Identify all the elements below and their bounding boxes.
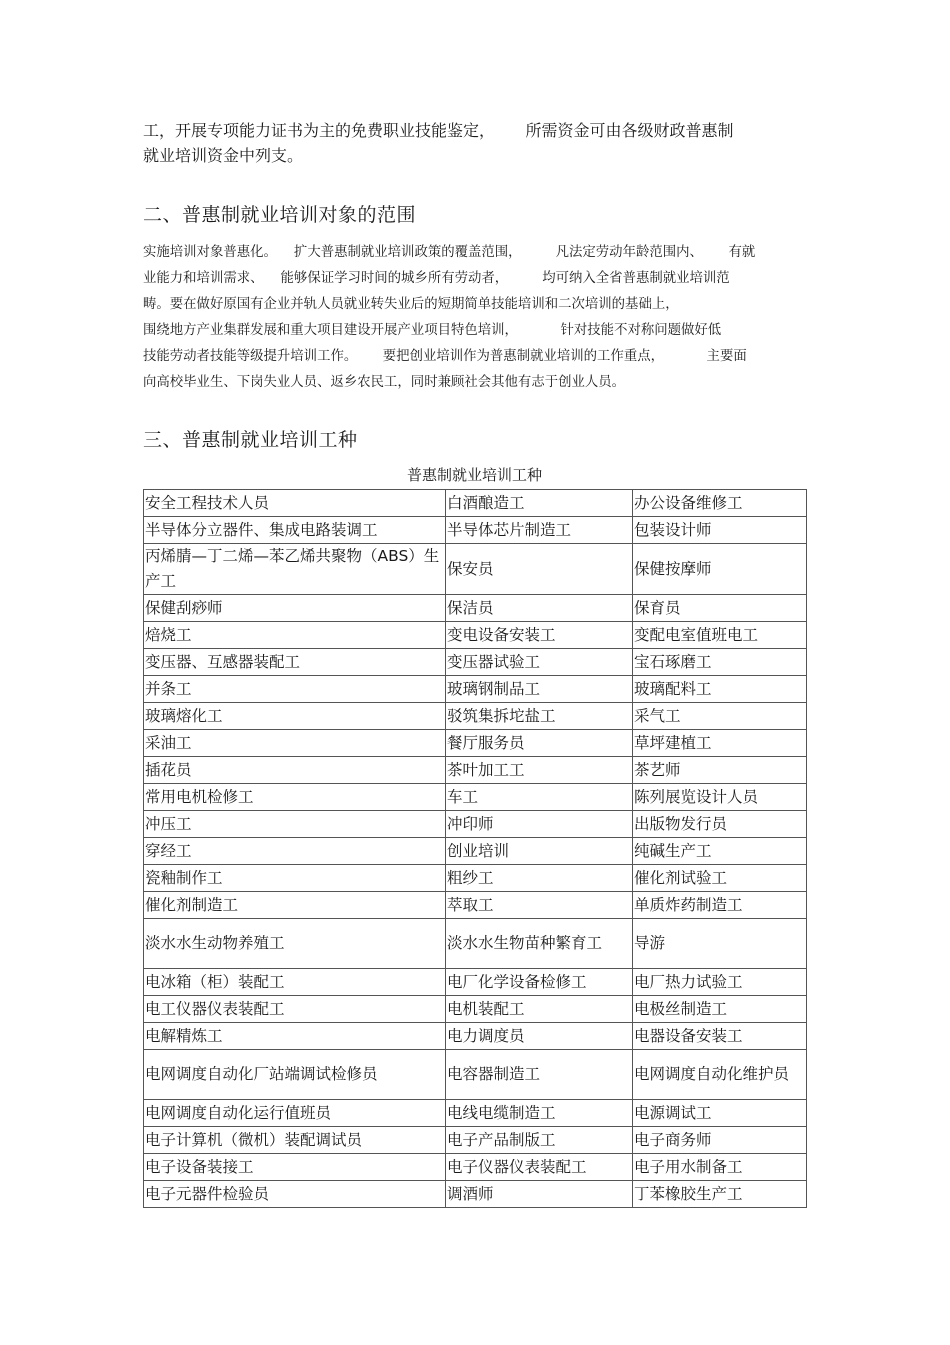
table-cell: 变压器、互感器装配工 — [144, 649, 446, 676]
table-cell: 电厂化学设备检修工 — [446, 969, 633, 996]
table-row — [144, 544, 807, 595]
section2-line: 围绕地方产业集群发展和重大项目建设开展产业项目特色培训， 针对技能不对称问题做好低 — [143, 323, 722, 338]
table-cell: 电子设备装接工 — [144, 1154, 446, 1181]
table-cell: 电网调度自动化运行值班员 — [144, 1100, 446, 1127]
table-cell: 玻璃配料工 — [633, 676, 807, 703]
table-cell: 单质炸药制造工 — [633, 892, 807, 919]
table-row — [144, 1023, 807, 1050]
table-cell: 半导体分立器件、集成电路装调工 — [144, 517, 446, 544]
table-cell: 保安员 — [446, 544, 633, 595]
table-cell: 电子元器件检验员 — [144, 1181, 446, 1208]
table-cell: 萃取工 — [446, 892, 633, 919]
table-cell: 车工 — [446, 784, 633, 811]
table-cell: 电网调度自动化厂站端调试检修员 — [144, 1050, 446, 1100]
table-row — [144, 784, 807, 811]
table-cell: 保育员 — [633, 595, 807, 622]
table-cell: 常用电机检修工 — [144, 784, 446, 811]
table-cell: 穿经工 — [144, 838, 446, 865]
table-row — [144, 892, 807, 919]
table-row — [144, 622, 807, 649]
table-row — [144, 1100, 807, 1127]
table-cell: 保健刮痧师 — [144, 595, 446, 622]
table-cell: 采气工 — [633, 703, 807, 730]
table-cell: 插花员 — [144, 757, 446, 784]
section2-line: 业能力和培训需求、 能够保证学习时间的城乡所有劳动者， 均可纳入全省普惠制就业培训范 — [143, 271, 730, 286]
table-cell: 餐厅服务员 — [446, 730, 633, 757]
table-row — [144, 811, 807, 838]
table-cell: 白酒酿造工 — [446, 490, 633, 517]
section2-paragraph — [143, 240, 813, 396]
job-types-table — [143, 489, 807, 1208]
table-cell: 电极丝制造工 — [633, 996, 807, 1023]
table-row — [144, 490, 807, 517]
table-cell: 保健按摩师 — [633, 544, 807, 595]
table-cell: 玻璃钢制品工 — [446, 676, 633, 703]
table-cell: 电器设备安装工 — [633, 1023, 807, 1050]
table-cell: 粗纱工 — [446, 865, 633, 892]
table-cell: 办公设备维修工 — [633, 490, 807, 517]
table-row — [144, 1050, 807, 1100]
table-cell: 瓷釉制作工 — [144, 865, 446, 892]
table-row — [144, 649, 807, 676]
table-cell: 驳筑集拆坨盐工 — [446, 703, 633, 730]
table-cell: 冲印师 — [446, 811, 633, 838]
table-row — [144, 838, 807, 865]
table-cell: 包装设计师 — [633, 517, 807, 544]
table-row — [144, 919, 807, 969]
table-cell: 调酒师 — [446, 1181, 633, 1208]
intro-paragraph — [143, 118, 813, 168]
table-row — [144, 676, 807, 703]
table-cell: 电子产品制版工 — [446, 1127, 633, 1154]
table-cell: 导游 — [633, 919, 807, 969]
section2-line: 畴。要在做好原国有企业并轨人员就业转失业后的短期简单技能培训和二次培训的基础上， — [143, 297, 679, 312]
table-cell: 保洁员 — [446, 595, 633, 622]
table-cell: 草坪建植工 — [633, 730, 807, 757]
table-row — [144, 865, 807, 892]
table-cell: 电机装配工 — [446, 996, 633, 1023]
table-row — [144, 1154, 807, 1181]
table-row — [144, 757, 807, 784]
table-cell: 电容器制造工 — [446, 1050, 633, 1100]
table-cell: 安全工程技术人员 — [144, 490, 446, 517]
table-cell: 淡水水生物苗种繁育工 — [446, 919, 633, 969]
table-cell: 电工仪器仪表装配工 — [144, 996, 446, 1023]
table-cell: 丁苯橡胶生产工 — [633, 1181, 807, 1208]
table-row — [144, 1181, 807, 1208]
table-cell: 陈列展览设计人员 — [633, 784, 807, 811]
table-cell: 电冰箱（柜）装配工 — [144, 969, 446, 996]
table-cell: 催化剂试验工 — [633, 865, 807, 892]
table-row — [144, 996, 807, 1023]
table-cell: 电线电缆制造工 — [446, 1100, 633, 1127]
table-row — [144, 1127, 807, 1154]
table-cell: 出版物发行员 — [633, 811, 807, 838]
table-cell: 茶叶加工工 — [446, 757, 633, 784]
table-row — [144, 595, 807, 622]
section2-line: 技能劳动者技能等级提升培训工作。 要把创业培训作为普惠制就业培训的工作重点， 主要面 — [143, 349, 747, 364]
table-cell: 并条工 — [144, 676, 446, 703]
intro-line: 就业培训资金中列支。 — [143, 146, 304, 165]
table-row — [144, 969, 807, 996]
table-cell: 玻璃熔化工 — [144, 703, 446, 730]
table-row — [144, 730, 807, 757]
table-cell: 电子计算机（微机）装配调试员 — [144, 1127, 446, 1154]
table-caption: 普惠制就业培训工种 — [406, 466, 542, 484]
intro-line: 工，开展专项能力证书为主的免费职业技能鉴定， 所需资金可由各级财政普惠制 — [143, 121, 734, 140]
section2-line: 向高校毕业生、下岗失业人员、返乡农民工，同时兼顾社会其他有志于创业人员。 — [143, 375, 626, 390]
table-cell: 电厂热力试验工 — [633, 969, 807, 996]
table-row — [144, 703, 807, 730]
section2-heading: 二、普惠制就业培训对象的范围 — [143, 204, 417, 226]
table-cell: 电力调度员 — [446, 1023, 633, 1050]
table-cell: 变电设备安装工 — [446, 622, 633, 649]
table-cell: 电解精炼工 — [144, 1023, 446, 1050]
section3-heading: 三、普惠制就业培训工种 — [143, 429, 358, 451]
table-cell: 冲压工 — [144, 811, 446, 838]
table-cell: 丙烯腈—丁二烯—苯乙烯共聚物（ABS）生产工 — [144, 544, 446, 595]
table-cell: 电网调度自动化维护员 — [633, 1050, 807, 1100]
table-cell: 焙烧工 — [144, 622, 446, 649]
table-cell: 创业培训 — [446, 838, 633, 865]
table-cell: 茶艺师 — [633, 757, 807, 784]
table-cell: 纯碱生产工 — [633, 838, 807, 865]
table-cell: 淡水水生动物养殖工 — [144, 919, 446, 969]
section2-line: 实施培训对象普惠化。 扩大普惠制就业培训政策的覆盖范围， 凡法定劳动年龄范围内、 有就 — [143, 245, 756, 260]
table-cell: 采油工 — [144, 730, 446, 757]
table-cell: 变配电室值班电工 — [633, 622, 807, 649]
table-cell: 催化剂制造工 — [144, 892, 446, 919]
table-cell: 半导体芯片制造工 — [446, 517, 633, 544]
table-cell: 变压器试验工 — [446, 649, 633, 676]
table-cell: 宝石琢磨工 — [633, 649, 807, 676]
table-cell: 电源调试工 — [633, 1100, 807, 1127]
table-cell: 电子仪器仪表装配工 — [446, 1154, 633, 1181]
table-cell: 电子商务师 — [633, 1127, 807, 1154]
table-cell: 电子用水制备工 — [633, 1154, 807, 1181]
table-row — [144, 517, 807, 544]
